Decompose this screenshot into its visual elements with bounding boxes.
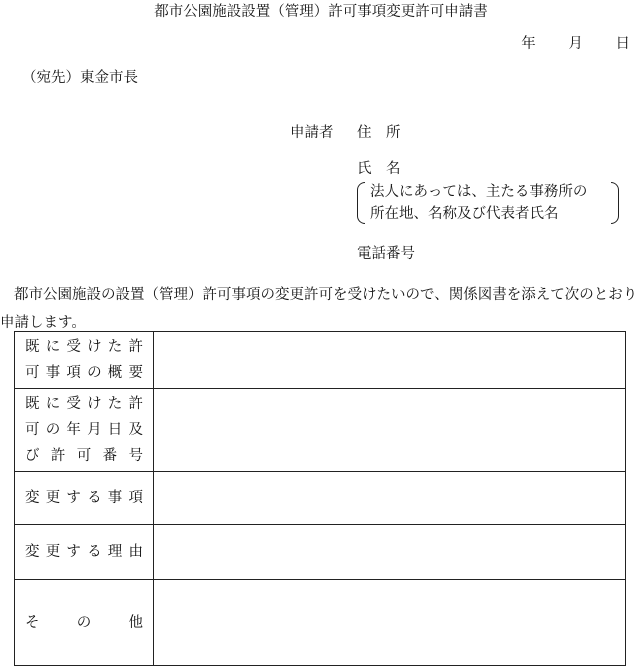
corporation-note (357, 181, 619, 225)
row-label-line: 可の年月日及 (25, 422, 143, 438)
row-label-previous-summary (15, 332, 154, 389)
row-label-line: 変更する事項 (25, 490, 143, 506)
date-line (493, 37, 630, 52)
page-title: 都市公園施設設置（管理）許可事項変更許可申請書 (154, 4, 488, 20)
application-form-table (14, 331, 626, 666)
applicant-label: 申請者 (290, 125, 334, 141)
row-label-line: び許可番号 (25, 448, 143, 464)
table-row (15, 580, 626, 666)
row-label-line: その他 (25, 614, 143, 631)
row-label-previous-date-number (15, 389, 154, 472)
row-label-change-reason (15, 525, 154, 580)
phone-label: 電話番号 (357, 246, 415, 262)
table-row (15, 525, 626, 580)
table-row (15, 472, 626, 525)
row-label-line: 可事項の概要 (25, 365, 143, 381)
corp-note-line-2: 所在地、名称及び代表者氏名 (370, 206, 559, 222)
row-label-change-item (15, 472, 154, 525)
table-row (15, 332, 626, 389)
left-bracket (357, 182, 365, 224)
previous-summary-field[interactable] (154, 332, 626, 389)
request-statement: 都市公園施設の設置（管理）許可事項の変更許可を受けたいので、関係図書を添えて次のとおり申請します。 (0, 287, 638, 331)
row-label-line: 変更する理由 (25, 544, 143, 560)
date-year: 年 (521, 36, 536, 52)
address-label: 住 所 (357, 125, 401, 141)
date-day: 日 (615, 36, 630, 52)
corp-note-line-1: 法人にあっては、主たる事務所の (370, 184, 588, 200)
table-row (15, 389, 626, 472)
row-label-line: 既に受けた許 (25, 339, 143, 355)
name-label: 氏 名 (357, 161, 401, 177)
right-bracket (611, 182, 619, 224)
date-month: 月 (568, 36, 583, 52)
row-label-line: 既に受けた許 (25, 396, 143, 412)
other-field[interactable] (154, 580, 626, 666)
addressee: （宛先）東金市長 (22, 70, 138, 86)
previous-date-number-field[interactable] (154, 389, 626, 472)
change-reason-field[interactable] (154, 525, 626, 580)
row-label-other (15, 580, 154, 666)
change-item-field[interactable] (154, 472, 626, 525)
